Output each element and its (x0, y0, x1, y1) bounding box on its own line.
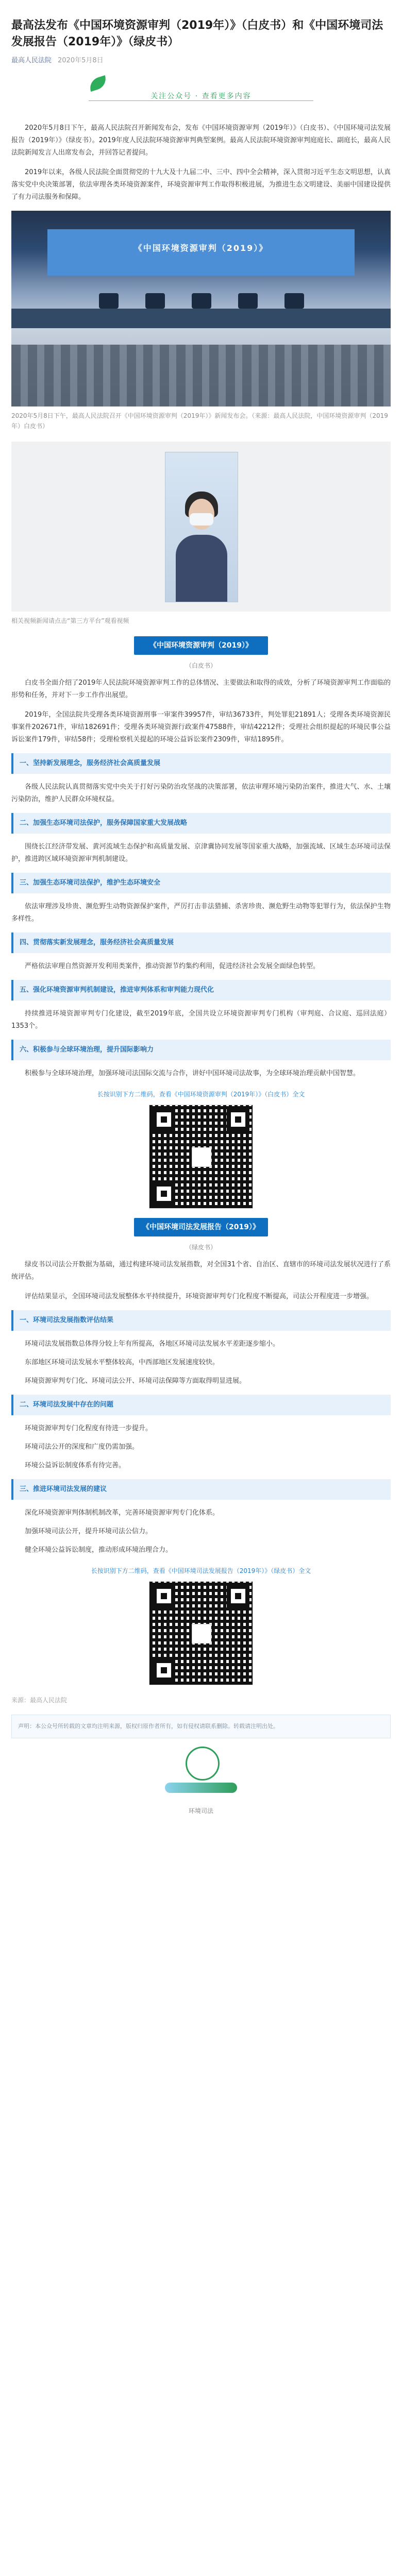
logo-label: 环境司法 (188, 1807, 213, 1815)
qr-finder (153, 1182, 175, 1205)
intro-paragraph-1: 2020年5月8日下午，最高人民法院召开新闻发布会，发布《中国环境资源审判（2019年）》（白皮书）、《中国环境司法发展报告（2019年）》（绿皮书）。2019年度人民法院环境资源审判典型案例。最高人民法院环境资源审判庭庭长、副庭长，最高人民法院新闻发言人出席发布会，并回答记者提问。 (11, 124, 391, 157)
logo-wave-icon (165, 1783, 237, 1793)
section-heading: 一、环境司法发展指数评估结果 (11, 1310, 391, 1331)
qr-logo (192, 1624, 211, 1643)
section-heading: 三、加强生态环境司法保护，维护生态环境安全 (11, 873, 391, 893)
stage (11, 309, 391, 328)
follow-banner[interactable] (11, 73, 391, 113)
whitepaper-tag: 《中国环境资源审判（2019）》 (134, 636, 268, 655)
section-text: 围绕长江经济带发展、黄河流域生态保护和高质量发展、京津冀协同发展等国家重大战略，加强流域、区域生态环境司法保护，推进跨区域环境资源审判机制建设。 (11, 843, 391, 863)
speaker-desk (99, 293, 119, 309)
qr-finder (153, 1108, 175, 1131)
leaf-icon (87, 75, 108, 92)
bullet-item: 加强环境司法公开，提升环境司法公信力。 (25, 1528, 153, 1535)
section-heading: 二、环境司法发展中存在的问题 (11, 1395, 391, 1415)
page-title: 最高法发布《中国环境资源审判（2019年）》（白皮书）和《中国环境司法发展报告（2019年）》（绿皮书） (11, 19, 383, 48)
section-text: 持续推进环境资源审判专门化建设，截至2019年底，全国共设立环境资源审判专门机构（审判庭、合议庭、巡回法庭）1353个。 (11, 1010, 391, 1030)
bullet-item: 东部地区环境司法发展水平整体较高，中西部地区发展速度较快。 (25, 1359, 220, 1366)
banner-text: 关注公众号 · 查看更多内容 (150, 92, 252, 100)
greenpaper-subtag: （绿皮书） (185, 1244, 216, 1251)
speaker-body (176, 535, 227, 602)
intro-paragraph-2: 2019年以来，各级人民法院全面贯彻党的十九大及十九届二中、三中、四中全会精神，深入贯彻习近平生态文明思想，认真落实党中央决策部署，依法审理各类环境资源案件，环境资源审判工作取得积极进展，为推进生态文明建设、美丽中国建设提供了有力司法服务和保障。 (11, 168, 391, 201)
account-logo[interactable] (165, 1747, 237, 1798)
bullet-item: 环境资源审判专门化、环境司法公开、环境司法保障等方面取得明显进展。 (25, 1377, 246, 1385)
bullet-item: 深化环境资源审判体制机制改革，完善环境资源审判专门化体系。 (25, 1509, 220, 1517)
logo-circle-icon (186, 1747, 220, 1781)
section-text: 各级人民法院认真贯彻落实党中央关于打好污染防治攻坚战的决策部署，依法审理环境污染防治案件，推进大气、水、土壤污染防治，维护人民群众环境权益。 (11, 783, 391, 803)
speaker-desk (192, 293, 211, 309)
meta-date: 2020年5月8日 (58, 57, 104, 64)
section-text: 严格依法审理自然资源开发利用类案件，推动资源节约集约利用，促进经济社会发展全面绿色转型。 (25, 962, 320, 970)
qr-finder (153, 1585, 175, 1607)
qr-logo (192, 1147, 211, 1167)
greenpaper-tag: 《中国环境司法发展报告（2019）》 (134, 1218, 268, 1236)
stage-screen (47, 229, 355, 276)
speaker-desk (284, 293, 304, 309)
qr-block-whitepaper (11, 1089, 391, 1209)
section-text: 积极参与全球环境治理，加强环境司法国际交流与合作，讲好中国环境司法故事，为全球环境治理贡献中国智慧。 (25, 1070, 360, 1077)
qr-note: 长按识别下方二维码，查看《中国环境资源审判（2019年）》（白皮书）全文 (97, 1091, 305, 1098)
video-caption: 相关视频新闻请点击“第三方平台”观看视频 (11, 617, 129, 624)
qr-finder (227, 1585, 249, 1607)
editor-credit: 来源：最高人民法院 (11, 1697, 68, 1704)
greenpaper-paragraph-1: 绿皮书以司法公开数据为基础，通过构建环境司法发展指数，对全国31个省、自治区、直辖市的环境司法发展状况进行了系统评估。 (11, 1261, 391, 1281)
press-conference-photo (11, 211, 391, 406)
greenpaper-paragraph-2: 评估结果显示，全国环境司法发展整体水平持续提升，环境资源审判专门化程度不断提高，司法公开程度进一步增强。 (25, 1293, 374, 1300)
qr-note: 长按识别下方二维码，查看《中国环境司法发展报告（2019年）》（绿皮书）全文 (91, 1567, 311, 1574)
meta-source[interactable]: 最高人民法院 (11, 57, 52, 64)
qr-code[interactable] (149, 1581, 253, 1685)
bullet-item: 环境司法公开的深度和广度仍需加强。 (25, 1443, 139, 1451)
section-heading: 六、积极参与全球环境治理，提升国际影响力 (11, 1040, 391, 1060)
video-player[interactable] (11, 442, 391, 612)
section-heading: 三、推进环境司法发展的建议 (11, 1479, 391, 1500)
speaker-desk (238, 293, 258, 309)
section-heading: 一、坚持新发展理念，服务经济社会高质量发展 (11, 753, 391, 774)
speaker-mask (190, 513, 213, 526)
section-heading: 五、强化环境资源审判机制建设，推进审判体系和审判能力现代化 (11, 980, 391, 1001)
article-meta (11, 55, 391, 64)
photo-caption: 2020年5月8日下午，最高人民法院召开《中国环境资源审判（2019年）》新闻发布会。（来源：最高人民法院，中国环境资源审判（2019年）白皮书） (11, 412, 388, 430)
video-frame (165, 452, 238, 602)
bullet-item: 健全环境公益诉讼制度，推动形成环境治理合力。 (25, 1546, 173, 1554)
copyright-notice: 声明：本公众号所转载的文章均注明来源，版权归原作者所有，如有侵权请联系删除。转载请注明出处。 (11, 1715, 391, 1738)
whitepaper-paragraph-2: 2019年，全国法院共受理各类环境资源刑事一审案件39957件，审结36733件，判处罪犯21891人；受理各类环境资源民事案件202671件，审结182691件；受理各类环境资源行政案件47588件，审结42212件；受理社会组织提起的环境民事公益诉讼案件179件，审结58件；受理检察机关提起的环境公益诉讼案件2309件，审结1895件。 (11, 711, 391, 743)
section-heading: 二、加强生态环境司法保护，服务保障国家重大发展战略 (11, 813, 391, 834)
bullet-item: 环境资源审判专门化程度有待进一步提升。 (25, 1425, 153, 1432)
bullet-item: 环境司法发展指数总体得分较上年有所提高，各地区环境司法发展水平差距逐步缩小。 (25, 1340, 280, 1348)
section-text: 依法审理涉及珍贵、濒危野生动物资源保护案件，严厉打击非法猎捕、杀害珍贵、濒危野生动物等犯罪行为，依法保护生物多样性。 (11, 903, 391, 923)
qr-finder (153, 1659, 175, 1682)
speaker-desk (145, 293, 165, 309)
qr-block-greenpaper (11, 1566, 391, 1685)
whitepaper-paragraph-1: 白皮书全面介绍了2019年人民法院环境资源审判工作的总体情况、主要做法和取得的成效，分析了环境资源审判工作面临的形势和任务，并对下一步工作作出展望。 (11, 679, 391, 699)
whitepaper-subtag: （白皮书） (185, 662, 216, 669)
audience (11, 345, 391, 406)
bullet-item: 环境公益诉讼制度体系有待完善。 (25, 1462, 126, 1469)
stage-screen-text: 《中国环境资源审判（2019）》 (133, 243, 269, 253)
qr-code[interactable] (149, 1105, 253, 1209)
qr-finder (227, 1108, 249, 1131)
section-heading: 四、贯彻落实新发展理念，服务经济社会高质量发展 (11, 933, 391, 953)
